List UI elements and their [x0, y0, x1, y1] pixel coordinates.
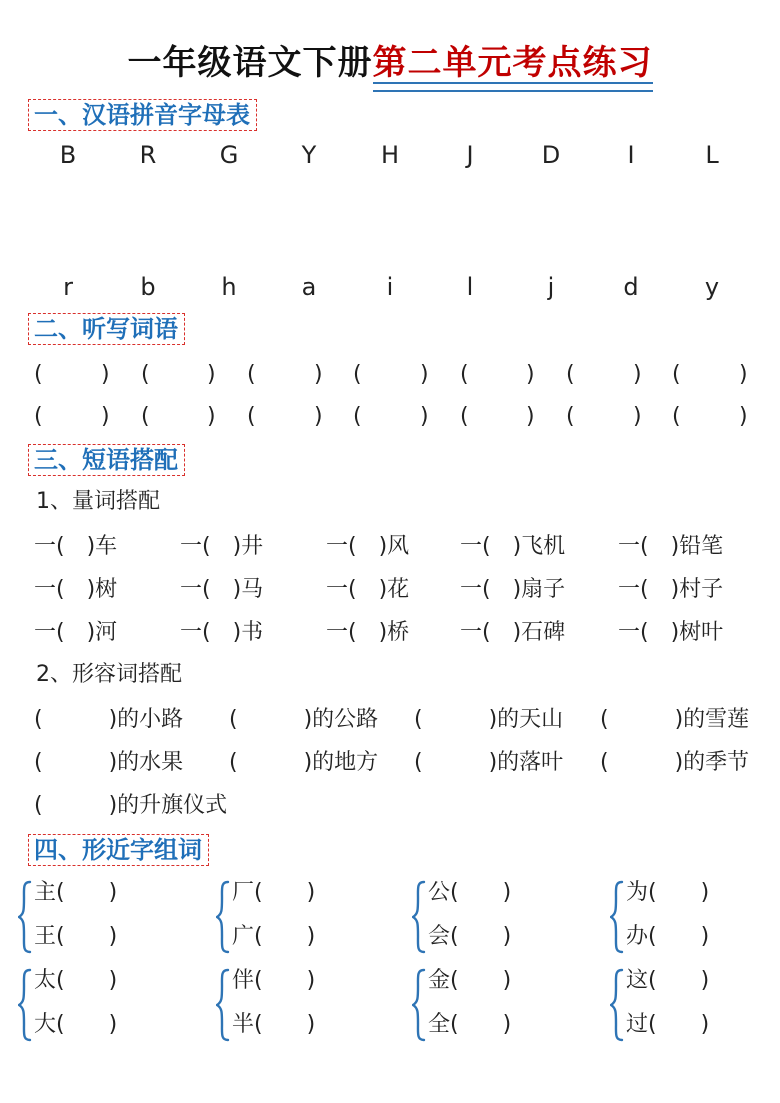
- similar-character-item: 过( ): [626, 1012, 710, 1037]
- measure-phrase-item: 一( )风: [326, 534, 410, 559]
- close-bracket: ): [526, 362, 535, 387]
- alphabet-letter: l: [466, 273, 474, 301]
- section-heading-dictation: 二、听写词语: [28, 313, 185, 345]
- adjective-phrase-item: ( )的天山: [414, 707, 564, 732]
- close-bracket: ): [526, 404, 535, 429]
- curly-brace-icon: [216, 968, 230, 1042]
- similar-character-item: 主( ): [34, 880, 118, 905]
- open-bracket: (: [34, 404, 43, 429]
- close-bracket: ): [633, 404, 642, 429]
- open-bracket: (: [460, 362, 469, 387]
- close-bracket: ): [101, 362, 110, 387]
- curly-brace-icon: [610, 880, 624, 954]
- close-bracket: ): [739, 404, 748, 429]
- open-bracket: (: [672, 362, 681, 387]
- alphabet-letter: a: [301, 273, 317, 301]
- curly-brace-icon: [412, 880, 426, 954]
- similar-character-item: 王( ): [34, 924, 118, 949]
- alphabet-letter: r: [63, 273, 73, 301]
- adjective-phrase-item: ( )的雪莲: [600, 707, 750, 732]
- similar-character-item: 为( ): [626, 880, 710, 905]
- similar-character-item: 厂( ): [232, 880, 316, 905]
- curly-brace-icon: [412, 968, 426, 1042]
- page-title: [0, 40, 780, 86]
- alphabet-letter: j: [547, 273, 555, 301]
- similar-character-item: 大( ): [34, 1012, 118, 1037]
- adjective-phrase-item: ( )的升旗仪式: [34, 793, 228, 818]
- measure-phrase-item: 一( )树: [34, 577, 118, 602]
- alphabet-letter: h: [221, 273, 237, 301]
- alphabet-letter: L: [705, 141, 719, 169]
- alphabet-letter: Y: [301, 141, 317, 169]
- subheading-adjectives: 2、形容词搭配: [36, 662, 182, 687]
- measure-phrase-item: 一( )村子: [618, 577, 724, 602]
- similar-character-item: 半( ): [232, 1012, 316, 1037]
- measure-phrase-item: 一( )书: [180, 620, 264, 645]
- similar-character-item: 全( ): [428, 1012, 512, 1037]
- open-bracket: (: [247, 362, 256, 387]
- similar-character-item: 会( ): [428, 924, 512, 949]
- close-bracket: ): [207, 404, 216, 429]
- alphabet-letter: i: [386, 273, 394, 301]
- section-heading-phrase-matching: 三、短语搭配: [28, 444, 185, 476]
- similar-character-item: 伴( ): [232, 968, 316, 993]
- open-bracket: (: [247, 404, 256, 429]
- similar-character-item: 广( ): [232, 924, 316, 949]
- adjective-phrase-item: ( )的小路: [34, 707, 184, 732]
- uppercase-letter-row: [0, 140, 780, 180]
- curly-brace-icon: [18, 968, 32, 1042]
- curly-brace-icon: [18, 880, 32, 954]
- dictation-row: [0, 360, 780, 400]
- measure-phrase-item: 一( )扇子: [460, 577, 566, 602]
- measure-phrase-item: 一( )飞机: [460, 534, 566, 559]
- open-bracket: (: [141, 404, 150, 429]
- measure-phrase-item: 一( )花: [326, 577, 410, 602]
- measure-phrase-item: 一( )马: [180, 577, 264, 602]
- adjective-phrase-item: ( )的公路: [229, 707, 379, 732]
- open-bracket: (: [672, 404, 681, 429]
- alphabet-letter: J: [466, 141, 474, 169]
- similar-character-item: 太( ): [34, 968, 118, 993]
- similar-character-item: 金( ): [428, 968, 512, 993]
- open-bracket: (: [566, 362, 575, 387]
- curly-brace-icon: [610, 968, 624, 1042]
- close-bracket: ): [739, 362, 748, 387]
- close-bracket: ): [420, 404, 429, 429]
- open-bracket: (: [34, 362, 43, 387]
- adjective-phrase-item: ( )的落叶: [414, 750, 564, 775]
- title-part1: 一年级语文下册: [127, 43, 373, 83]
- alphabet-letter: b: [140, 273, 156, 301]
- alphabet-letter: R: [139, 141, 157, 169]
- close-bracket: ): [314, 362, 323, 387]
- similar-character-item: 公( ): [428, 880, 512, 905]
- alphabet-letter: H: [380, 141, 400, 169]
- measure-phrase-item: 一( )桥: [326, 620, 410, 645]
- measure-phrase-item: 一( )河: [34, 620, 118, 645]
- alphabet-letter: B: [59, 141, 77, 169]
- title-part2: 第二单元考点练习: [373, 40, 653, 86]
- measure-phrase-item: 一( )铅笔: [618, 534, 724, 559]
- measure-phrase-item: 一( )树叶: [618, 620, 724, 645]
- alphabet-letter: d: [623, 273, 639, 301]
- close-bracket: ): [314, 404, 323, 429]
- close-bracket: ): [420, 362, 429, 387]
- subheading-measure-words: 1、量词搭配: [36, 489, 160, 514]
- measure-phrase-item: 一( )车: [34, 534, 118, 559]
- section-heading-similar-characters: 四、形近字组词: [28, 834, 209, 866]
- open-bracket: (: [353, 404, 362, 429]
- lowercase-letter-row: [0, 272, 780, 312]
- adjective-phrase-item: ( )的地方: [229, 750, 379, 775]
- close-bracket: ): [101, 404, 110, 429]
- similar-character-item: 这( ): [626, 968, 710, 993]
- section-heading-alphabet: 一、汉语拼音字母表: [28, 99, 257, 131]
- alphabet-letter: I: [627, 141, 635, 169]
- dictation-row: [0, 402, 780, 442]
- open-bracket: (: [566, 404, 575, 429]
- close-bracket: ): [633, 362, 642, 387]
- alphabet-letter: G: [219, 141, 239, 169]
- measure-phrase-item: 一( )井: [180, 534, 264, 559]
- open-bracket: (: [353, 362, 362, 387]
- similar-character-item: 办( ): [626, 924, 710, 949]
- open-bracket: (: [460, 404, 469, 429]
- measure-phrase-item: 一( )石碑: [460, 620, 566, 645]
- alphabet-letter: D: [541, 141, 561, 169]
- curly-brace-icon: [216, 880, 230, 954]
- close-bracket: ): [207, 362, 216, 387]
- alphabet-letter: y: [704, 273, 720, 301]
- adjective-phrase-item: ( )的水果: [34, 750, 184, 775]
- open-bracket: (: [141, 362, 150, 387]
- adjective-phrase-item: ( )的季节: [600, 750, 750, 775]
